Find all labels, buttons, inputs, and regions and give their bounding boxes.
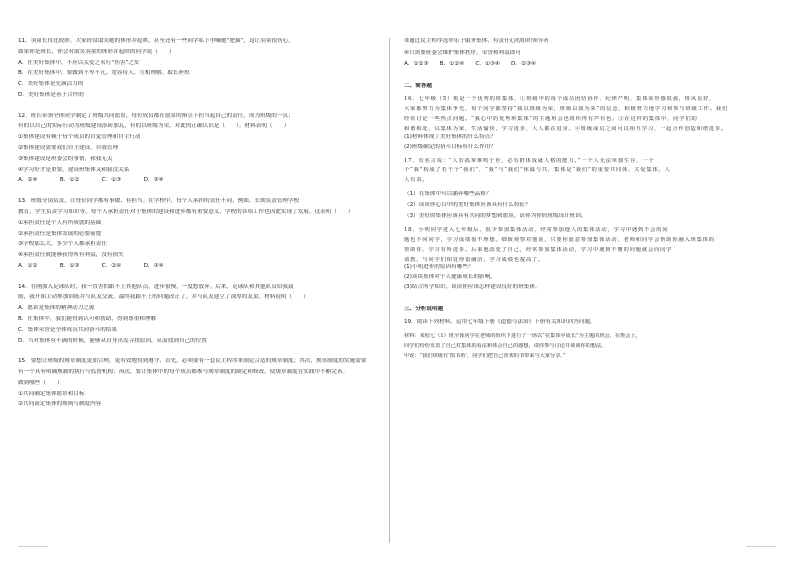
text-line: 如果你是班长，你会对取笑羽童的体形并起哄的同学说（ ） bbox=[18, 48, 175, 55]
section-title-analysis: 三、分析说明题 bbox=[404, 305, 444, 312]
text-line: B．在集体中，我们能得到认可和帮助，得到尊重和理解 bbox=[18, 315, 157, 322]
q16-stem-line: 和谐相处，以集体为家，生活愉快，学习进步，人人都在进步。④班级成员之间可以相互学习，一起合作创造和谐进步。 bbox=[404, 126, 728, 133]
q18-stem-line: 题也不问同学，学习成绩很不理想。细致观察对他说，只要你愿意参加集体活动，老师和同学会帮助你融入班集体的 bbox=[404, 236, 715, 243]
text-line: 有的以自己的实际行动为班级建设添砖加瓦，有的以班级为荣。对此的正确认识是（ ）。材料表明（ ） bbox=[18, 123, 290, 130]
section-title-short-answer: 二、简答题 bbox=[404, 82, 432, 89]
left-column bbox=[18, 38, 373, 409]
text-line: D．当对集体有不满的时候，能够从自身出发寻找原因，从而找到自己的位置 bbox=[18, 337, 207, 344]
q15-options-continued bbox=[404, 38, 774, 69]
q17-sub-question: （3）美好的集体应该具有共同的梦想和愿景，请你为你的班级设计班训。 bbox=[404, 213, 587, 220]
spacer bbox=[18, 103, 373, 113]
q19-material-line: 同学们纷纷发表了自己对集体的看法和体会自己的感想，请你参与讨论并谈谈你的想法。 bbox=[404, 342, 607, 349]
right-column bbox=[404, 38, 774, 360]
q19-material-line: 甲说：“我们班级有‘图书角’，同学们把自己喜欢的书带来与大家分享。” bbox=[404, 352, 566, 359]
question-16 bbox=[404, 96, 774, 151]
spacer bbox=[18, 188, 373, 198]
text-line: ②共同商定集体的规则与制度内容 bbox=[18, 401, 102, 408]
q16-sub-question: (2)班级确定的奋斗目标有什么作用？ bbox=[404, 143, 496, 150]
q17-stem-line: 17．有名言说：“人若孤掌难鸣于世，必有群体成就人格的能力。”一个人无法单独生存，一个 bbox=[404, 157, 655, 164]
text-line: 14．在刚加入足球队时，我一直害怕跟不上其他队员，进步很慢，一度想放弃。后来，足球队和其他队员给我鼓 bbox=[18, 283, 294, 290]
text-line: B．在美好集体中，要做到不卑不亢、宽容待人、互相理解、取长补短 bbox=[18, 70, 190, 77]
q16-stem-line: 大家都努力为集体争光，每个同学都坚持“我以班级为荣，班级以我为荣”的信念，积极努力地学习和参与班级工作。我们 bbox=[404, 106, 729, 113]
q18-stem-line: 帮助你，学习有所进步。后来他改变了自己，经常参加集体活动，学习中遇到不懂的问题就会向同学 bbox=[404, 246, 673, 253]
q18-stem-line: 请教，与同学们相处得很融洽，学习成绩也提高了。 bbox=[404, 256, 545, 263]
q18-sub-question: (2)谈谈集体对个人健康成长的影响。 bbox=[404, 274, 496, 281]
q18-sub-question: (1)小明进步的原因有哪些？ bbox=[404, 264, 474, 271]
text-line: 励，我开始主动参加训练并与队友交流，最终我跟不上的问题改正了，并与队友建立了深厚的友谊。材料说明（ ） bbox=[18, 294, 309, 301]
text-line: C．美好集体是充满活力的 bbox=[18, 81, 84, 88]
text-line: 11．羽童长得比较胖，大家经常取笑她的体形并起哄，甚至还有一些同学私下里喊她“肥猫”，这让羽童很伤心。 bbox=[18, 38, 294, 44]
text-line: ④学习好才是重要，建设班集体又和我没关系 bbox=[18, 166, 130, 173]
q19-material-line: 材料：某校七（1）班全体同学在老师的组织下进行了一场以“在集体中成长”为主题的班会，在班会上， bbox=[404, 332, 641, 339]
text-line: ①承担责任是个人有所成就的基础 bbox=[18, 219, 102, 226]
text-line: ①共同确定集体愿景和目标 bbox=[18, 390, 85, 397]
spacer bbox=[18, 348, 373, 358]
text-line: 做到哪些（ ） bbox=[18, 379, 63, 386]
text-line: 12．班长带领全体同学制定了班级共同愿景，每位成员都在愿景的指引下担当起自己的责任，成为班级的一员； bbox=[18, 112, 294, 119]
text-line: C．集体荣誉是全体成员共同奋斗的结果 bbox=[18, 326, 118, 333]
q16-stem-line: 经常讨论一些热点问题。“我心中的优秀班集体”的主题班会也组织得有声有色。③在这样的集体中，同学们的 bbox=[404, 116, 698, 123]
column-divider bbox=[389, 38, 390, 543]
text-line: A．①② B．①③ C．②④ D．③④ bbox=[18, 262, 164, 269]
q18-sub-question: (3)结合所学知识，谈谈你应该怎样建设良好的班集体。 bbox=[404, 284, 541, 291]
spacer bbox=[18, 274, 373, 284]
q16-sub-question: (1)材料体现了美好集体的什么特点？ bbox=[404, 133, 496, 140]
text-line: A．在美好集体中，不应以关爱之名行“伤害”之实 bbox=[18, 59, 140, 66]
text-line: 15．要想让班级的规章制度更加合理，更有效地得到遵守，首先，必须要有一套民主程序来制定合适的规章制度；其次，规章制度的实施需要 bbox=[18, 358, 367, 365]
q19-intro: 19．阅读下列材料，运用七年级下册《道德与法治》下册有关知识回答问题。 bbox=[404, 319, 596, 326]
text-line: ④只需要班委会维护集体秩序，荣誉和利益即可 bbox=[404, 49, 521, 56]
text-line: ③集体建设是班委会的事情，和我无关 bbox=[18, 155, 113, 162]
q17-stem-line: 个“我”构成了若干个“我们”，“我”与“我们”休戚与共，集体是“我们”的重要共同体，关爱集体，人 bbox=[404, 167, 671, 174]
q17-stem-line: 人有责。 bbox=[404, 177, 429, 184]
question-18 bbox=[404, 227, 774, 292]
text-line: A．①②③ B．①②④ C．①③④ D．②③④ bbox=[404, 61, 536, 68]
text-line: ③学校那么大，多少个人都承担责任 bbox=[18, 241, 107, 248]
question-17 bbox=[404, 158, 774, 221]
text-line: ④承担责任就能够获得所有利益，没有损失 bbox=[18, 252, 124, 259]
text-line: ③通过民主程序选举乐于服务集体、有责任心的组织领导者 bbox=[404, 38, 549, 44]
question-19 bbox=[404, 319, 774, 360]
footer-rule-right bbox=[746, 546, 776, 547]
footer-rule-left bbox=[18, 546, 48, 547]
q17-sub-question: （2）谈谈你心目中的美好集体应该具有什么特征？ bbox=[404, 202, 531, 209]
text-line: ①集体建设有赖于每个成员的自觉管理和自主行动 bbox=[18, 134, 141, 141]
text-line: 13．班级分岗负责，让每位同学都有事做、有担当。在学校中，每个人承担的责任不同。例如，长期负责管理学校 bbox=[18, 198, 300, 205]
q17-sub-question: （1）在集体中可以涵养哪些品格？ bbox=[404, 191, 492, 198]
text-line: D．美好集体是善于合作的 bbox=[18, 91, 84, 98]
text-line: A．愿景是集体的精神动力之源 bbox=[18, 305, 95, 312]
text-line: ②集体建设需要我们自主建设、自我管理 bbox=[18, 145, 119, 152]
text-line: ②承担责任是集体发展的必要前提 bbox=[18, 230, 102, 237]
text-line: A．②④ B．①② C．①③ D．③④ bbox=[18, 177, 164, 184]
text-line: 教育，学生负责学习知识等。每个人承担责任对于集体的建设和进步都有重要意义，学校的各项工作也因此实现了发展。这表明（ ） bbox=[18, 208, 354, 215]
text-line: 有一个具有明确规制的执行与监督机构；再次，要让集体中的每个成员都参与规章制度的制定和修改，使规章制度在实践中不断完善。 bbox=[18, 369, 349, 376]
q16-stem-line: 16．七年级（5）班是一个优秀的班集体，①班级中的每个成员团结协作、纪律严明、集体荣誉感很强，班风良好， bbox=[404, 96, 716, 103]
q18-stem-line: 18．小明同学进入七年级后，很少参加集体活动，经常参加他人的集体活动，学习中遇到不会的问 bbox=[404, 226, 669, 233]
